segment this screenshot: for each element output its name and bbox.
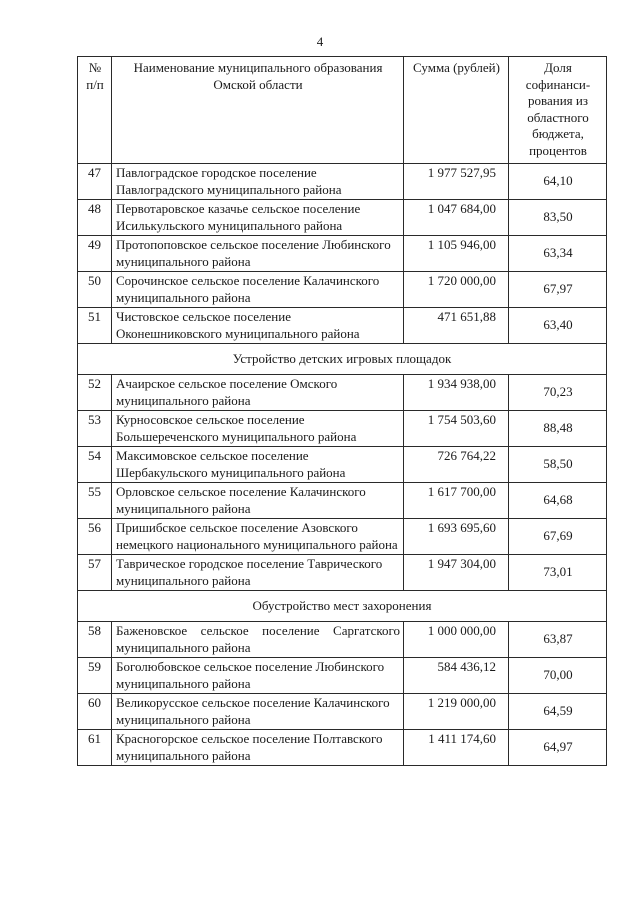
row-municipality-name: Сорочинское сельское поселение Калачинского муниципального района: [112, 272, 404, 308]
row-sum: 1 947 304,00: [404, 555, 509, 591]
row-share: 73,01: [509, 555, 607, 591]
row-sum: 584 436,12: [404, 658, 509, 694]
row-sum: 1 411 174,60: [404, 730, 509, 766]
row-number: 48: [78, 200, 112, 236]
row-sum: 1 977 527,95: [404, 164, 509, 200]
row-number: 61: [78, 730, 112, 766]
row-number: 52: [78, 375, 112, 411]
row-number: 55: [78, 483, 112, 519]
section-title: Устройство детских игровых площадок: [78, 344, 607, 375]
row-share: 70,23: [509, 375, 607, 411]
row-sum: 1 047 684,00: [404, 200, 509, 236]
section-title: Обустройство мест захоронения: [78, 591, 607, 622]
row-number: 47: [78, 164, 112, 200]
row-share: 83,50: [509, 200, 607, 236]
table-row: [78, 375, 607, 411]
header-share: Доля софинанси-рования из областного бюджета, процентов: [509, 57, 607, 164]
row-sum: 471 651,88: [404, 308, 509, 344]
row-share: 88,48: [509, 411, 607, 447]
row-sum: 1 754 503,60: [404, 411, 509, 447]
row-share: 63,87: [509, 622, 607, 658]
table-section-2: [78, 344, 607, 375]
row-number: 51: [78, 308, 112, 344]
row-municipality-name: Боголюбовское сельское поселение Любинского муниципального района: [112, 658, 404, 694]
row-number: 60: [78, 694, 112, 730]
row-number: 50: [78, 272, 112, 308]
table-row: [78, 411, 607, 447]
row-sum: 1 693 695,60: [404, 519, 509, 555]
row-number: 54: [78, 447, 112, 483]
row-municipality-name: Баженовское сельское поселение Саргатского муниципального района: [112, 622, 404, 658]
row-number: 57: [78, 555, 112, 591]
header-num: № п/п: [78, 57, 112, 164]
row-share: 64,10: [509, 164, 607, 200]
table-body-group-1: [78, 164, 607, 344]
row-sum: 1 219 000,00: [404, 694, 509, 730]
row-number: 49: [78, 236, 112, 272]
section-row: [78, 344, 607, 375]
table-section-3: [78, 591, 607, 622]
header-sum: Сумма (рублей): [404, 57, 509, 164]
table-body-group-2: [78, 375, 607, 591]
row-share: 58,50: [509, 447, 607, 483]
row-number: 56: [78, 519, 112, 555]
table-row: [78, 308, 607, 344]
row-share: 64,59: [509, 694, 607, 730]
row-share: 67,69: [509, 519, 607, 555]
row-municipality-name: Орловское сельское поселение Калачинского муниципального района: [112, 483, 404, 519]
table-row: [78, 164, 607, 200]
table-row: [78, 694, 607, 730]
table-row: [78, 622, 607, 658]
row-share: 70,00: [509, 658, 607, 694]
row-municipality-name: Пришибское сельское поселение Азовского немецкого национального муниципального района: [112, 519, 404, 555]
row-municipality-name: Чистовское сельское поселение Оконешниковского муниципального района: [112, 308, 404, 344]
table-row: [78, 555, 607, 591]
row-municipality-name: Курносовское сельское поселение Большереченского муниципального района: [112, 411, 404, 447]
row-sum: 1 105 946,00: [404, 236, 509, 272]
row-municipality-name: Красногорское сельское поселение Полтавского муниципального района: [112, 730, 404, 766]
row-municipality-name: Протопоповское сельское поселение Любинского муниципального района: [112, 236, 404, 272]
row-sum: 1 617 700,00: [404, 483, 509, 519]
table-row: [78, 730, 607, 766]
row-share: 63,40: [509, 308, 607, 344]
row-number: 53: [78, 411, 112, 447]
row-municipality-name: Таврическое городское поселение Таврического муниципального района: [112, 555, 404, 591]
table-row: [78, 447, 607, 483]
section-row: [78, 591, 607, 622]
table-header-row: [78, 57, 607, 164]
row-share: 64,68: [509, 483, 607, 519]
row-share: 67,97: [509, 272, 607, 308]
row-share: 64,97: [509, 730, 607, 766]
table-body-group-3: [78, 622, 607, 766]
row-municipality-name: Великорусское сельское поселение Калачинского муниципального района: [112, 694, 404, 730]
row-sum: 726 764,22: [404, 447, 509, 483]
row-share: 63,34: [509, 236, 607, 272]
table-row: [78, 236, 607, 272]
row-number: 59: [78, 658, 112, 694]
row-municipality-name: Первотаровское казачье сельское поселение Исилькульского муниципального района: [112, 200, 404, 236]
page-number: 4: [316, 34, 324, 49]
row-sum: 1 000 000,00: [404, 622, 509, 658]
row-municipality-name: Максимовское сельское поселение Шербакульского муниципального района: [112, 447, 404, 483]
table-row: [78, 483, 607, 519]
table-row: [78, 519, 607, 555]
row-municipality-name: Павлоградское городское поселение Павлоградского муниципального района: [112, 164, 404, 200]
subsidy-table: [77, 56, 607, 766]
table-row: [78, 272, 607, 308]
table-row: [78, 200, 607, 236]
header-name: Наименование муниципального образования Омской области: [112, 57, 404, 164]
table-row: [78, 658, 607, 694]
row-sum: 1 720 000,00: [404, 272, 509, 308]
row-sum: 1 934 938,00: [404, 375, 509, 411]
row-number: 58: [78, 622, 112, 658]
row-municipality-name: Ачаирское сельское поселение Омского муниципального района: [112, 375, 404, 411]
